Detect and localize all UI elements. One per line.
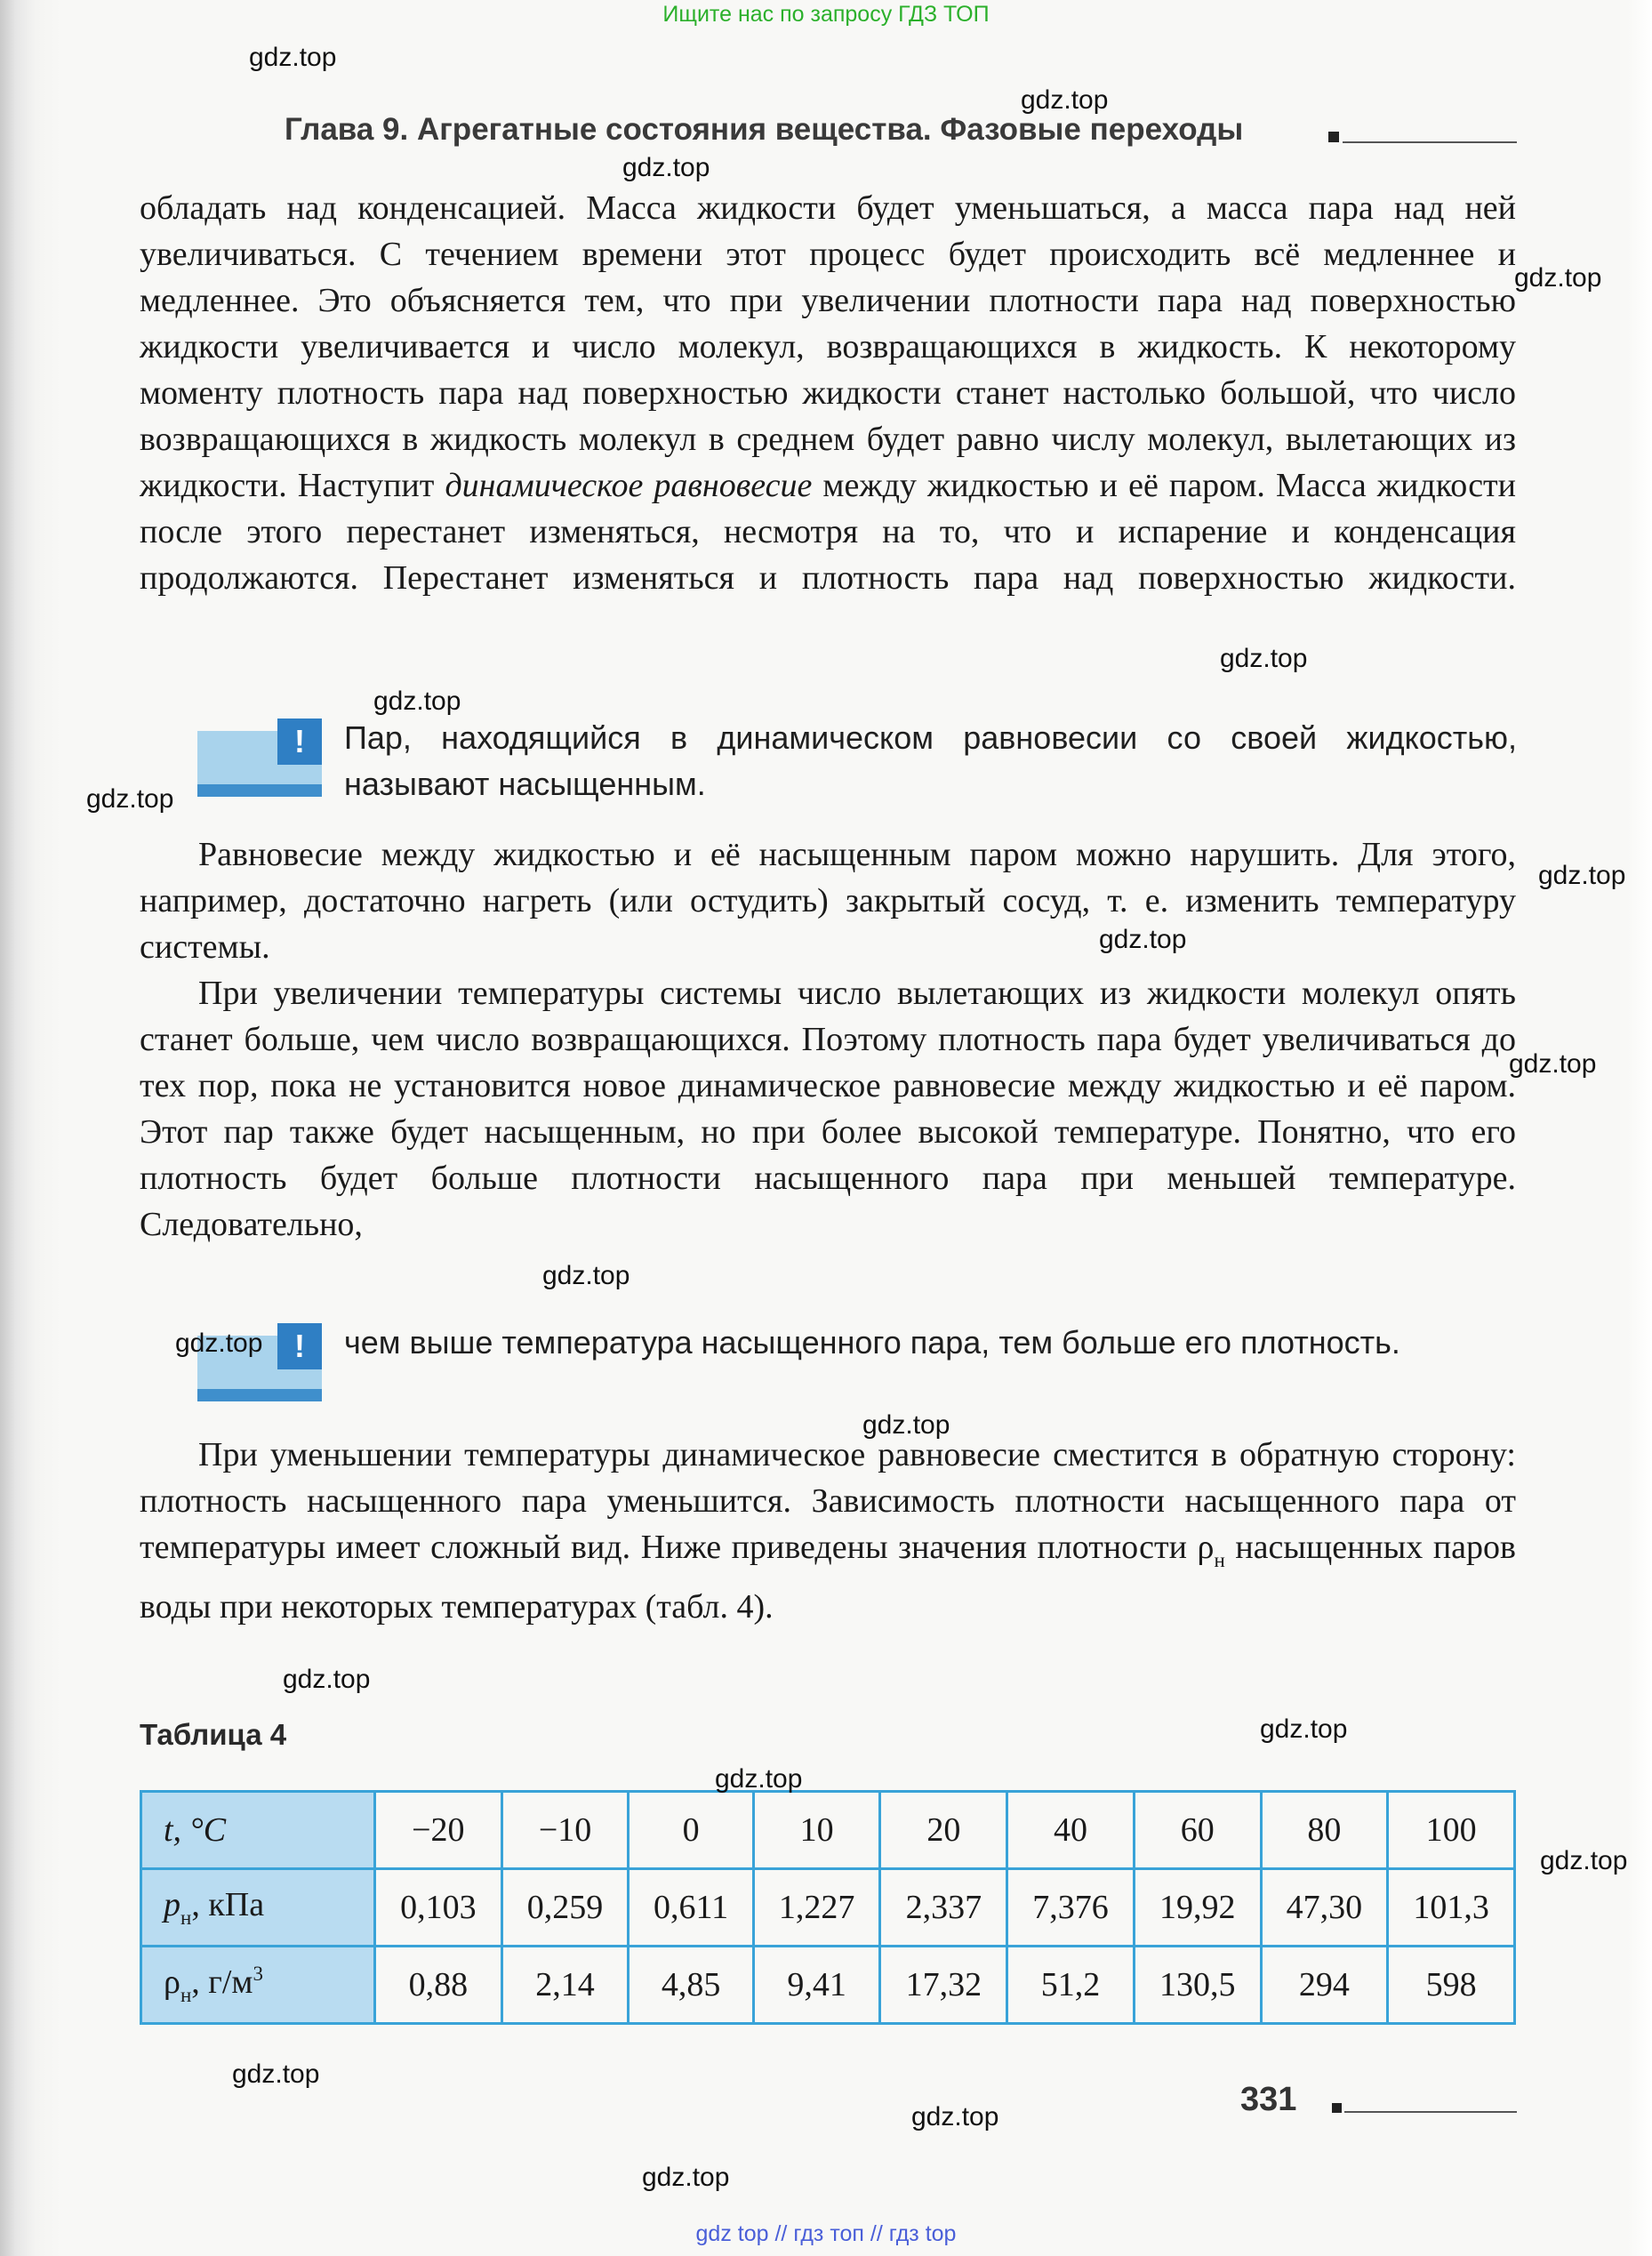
table-cell: −20 (375, 1792, 502, 1869)
exclamation-icon: ! (277, 719, 322, 765)
row-label-density: $\rho_н$, $г/м^3$ (141, 1947, 375, 2024)
paragraph-4-text-b: насыщенных паров воды при некоторых температурах (табл. 4). (140, 1529, 1516, 1626)
footer-rule (1344, 2111, 1517, 2113)
header-rule (1343, 141, 1517, 143)
table-cell: 101,3 (1388, 1869, 1515, 1947)
row-label-pressure: $p_н$, кПа (141, 1869, 375, 1947)
watermark: gdz.top (283, 1665, 371, 1694)
saturated-vapor-table (140, 1790, 1516, 2025)
paragraph-4-text-a: При уменьшении температуры динамическое равновесие сместится в обратную сторону: плотность насыщенного пара уменьшится. Зависимость плотности насыщенного пара от температуры имеет сложный вид. Ниже приведены значения плотности ρ (140, 1436, 1516, 1566)
footer-bullet-icon (1332, 2103, 1342, 2113)
table-cell: 80 (1261, 1792, 1388, 1869)
table-cell: 20 (880, 1792, 1007, 1869)
rule-box-temperature-density (197, 1320, 1517, 1417)
table-cell: 0 (629, 1792, 753, 1869)
table-cell: 51,2 (1007, 1947, 1135, 2024)
table-cell: 0,611 (629, 1869, 753, 1947)
watermark: gdz.top (249, 43, 337, 72)
header-bullet-icon (1328, 132, 1339, 142)
watermark: gdz.top (1099, 925, 1187, 954)
table-row-pressure (141, 1869, 1515, 1947)
rule-box-saturated-vapor (197, 715, 1517, 813)
watermark: gdz.top (86, 784, 174, 814)
table-cell: 19,92 (1134, 1869, 1261, 1947)
table-cell: 0,259 (501, 1869, 629, 1947)
table-cell: 0,103 (375, 1869, 502, 1947)
watermark: gdz.top (1260, 1714, 1348, 1744)
rule-1-text: Пар, находящийся в динамическом равновесии со своей жидкостью, называют насыщенным. (344, 719, 1517, 802)
watermark: gdz.top (542, 1261, 630, 1290)
table-cell: 1,227 (753, 1869, 880, 1947)
table-cell: 100 (1388, 1792, 1515, 1869)
table-cell: 0,88 (375, 1947, 502, 2024)
paragraph-2: Равновесие между жидкостью и её насыщенным паром можно нарушить. Для этого, например, достаточно нагреть (или остудить) закрытый сосуд, т. е. изменить температуру системы. (140, 836, 1516, 966)
table-cell: 7,376 (1007, 1869, 1135, 1947)
paragraph-1-text-b: между жидкостью и её паром. Масса жидкости после этого перестанет изменяться, несмотря на то, что и испарение и конденсация продолжаются. Перестанет изменяться и плотность пара над поверхностью жидкости. (140, 467, 1516, 597)
table-cell: 294 (1261, 1947, 1388, 2024)
paragraph-1-text-a: обладать над конденсацией. Масса жидкости будет уменьшаться, а масса пара над ней увеличиваться. С течением времени этот процесс будет происходить всё медленнее и медленнее. Это объясняется тем, что при увеличении плотности пара над поверхностью жидкости увеличивается и число молекул, возвращающихся в жидкость. К некоторому моменту плотность пара над поверхностью жидкости станет настолько большой, что число возвращающихся в жидкость молекул в среднем будет равно числу молекул, вылетающих из жидкости. Наступит (140, 189, 1516, 504)
table-cell: 60 (1134, 1792, 1261, 1869)
table-cell: 17,32 (880, 1947, 1007, 2024)
rule-marker (197, 719, 322, 797)
table-cell: 4,85 (629, 1947, 753, 2024)
watermark: gdz.top (1509, 1049, 1597, 1079)
table-cell: 47,30 (1261, 1869, 1388, 1947)
watermark: gdz.top (1514, 263, 1602, 293)
table-cell: −10 (501, 1792, 629, 1869)
table-cell: 598 (1388, 1947, 1515, 2024)
table-cell: 2,14 (501, 1947, 629, 2024)
paragraph-3: При увеличении температуры системы число вылетающих из жидкости молекул опять станет больше, чем число возвращающихся. Поэтому плотность пара будет увеличиваться до тех пор, пока не установится новое динамическое равновесие между жидкостью и её паром. Этот пар также будет насыщенным, но при более высокой температуре. Понятно, что его плотность будет больше плотности насыщенного пара при меньшей температуре. Следовательно, (140, 975, 1516, 1243)
paragraph-4-subscript: н (1214, 1549, 1225, 1571)
row-label-temperature: t, °C (141, 1792, 375, 1869)
watermark: gdz.top (1021, 85, 1109, 115)
watermark: gdz.top (373, 686, 461, 716)
watermark: gdz.top (1540, 1846, 1628, 1875)
bottom-banner[interactable]: gdz top // гдз топ // гдз top (695, 2221, 957, 2246)
paragraph-1 (140, 185, 1516, 601)
table-cell: 40 (1007, 1792, 1135, 1869)
watermark: gdz.top (715, 1764, 803, 1794)
paragraph-4 (140, 1432, 1516, 1630)
table-cell: 9,41 (753, 1947, 880, 2024)
table-cell: 130,5 (1134, 1947, 1261, 2024)
table-caption: Таблица 4 (140, 1718, 287, 1751)
watermark: gdz.top (232, 2059, 320, 2089)
watermark: gdz.top (862, 1410, 950, 1440)
rule-2-text: чем выше температура насыщенного пара, тем больше его плотность. (344, 1324, 1400, 1361)
watermark: gdz.top (1220, 644, 1308, 673)
table-row-density (141, 1947, 1515, 2024)
watermark: gdz.top (622, 153, 710, 182)
page-number: 331 (1240, 2081, 1297, 2118)
chapter-header: Глава 9. Агрегатные состояния вещества. Фазовые переходы (285, 112, 1244, 147)
exclamation-icon: ! (277, 1323, 322, 1369)
table-cell: 2,337 (880, 1869, 1007, 1947)
term-dynamic-equilibrium: динамическое равновесие (445, 467, 813, 504)
watermark: gdz.top (1538, 861, 1626, 890)
table-row-temperature (141, 1792, 1515, 1869)
top-banner[interactable]: Ищите нас по запросу ГДЗ ТОП (662, 2, 990, 27)
watermark: gdz.top (642, 2163, 730, 2192)
watermark: gdz.top (911, 2102, 999, 2132)
watermark: gdz.top (175, 1329, 263, 1358)
table-cell: 10 (753, 1792, 880, 1869)
